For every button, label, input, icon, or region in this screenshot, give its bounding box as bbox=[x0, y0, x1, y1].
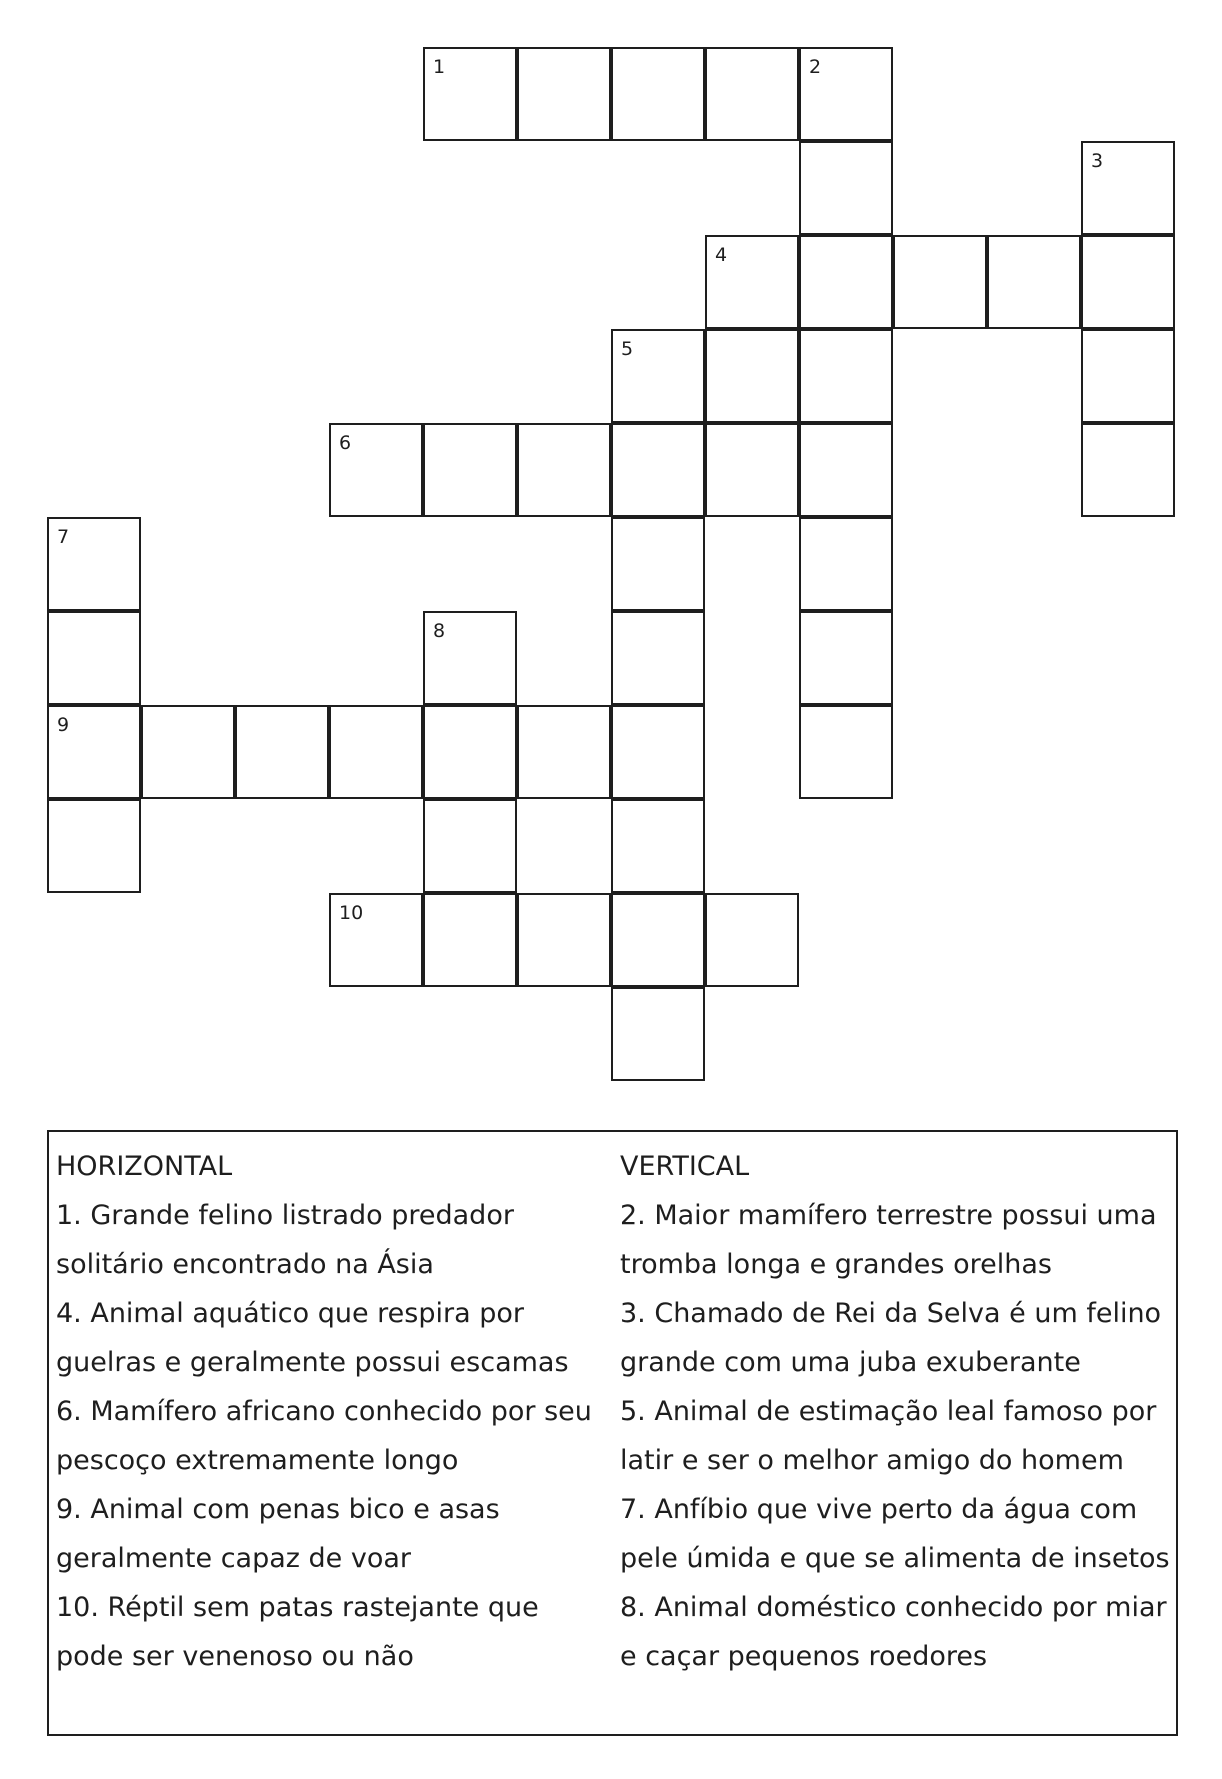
crossword-cell[interactable] bbox=[799, 705, 893, 799]
clue-vertical-8: 8. Animal doméstico conhecido por miar e caçar pequenos roedores bbox=[620, 1592, 1167, 1672]
clue-horizontal-1: 1. Grande felino listrado predador solitário encontrado na Ásia bbox=[56, 1200, 514, 1280]
crossword-cell[interactable] bbox=[705, 423, 799, 517]
crossword-cell[interactable] bbox=[47, 517, 141, 611]
crossword-cell[interactable] bbox=[799, 517, 893, 611]
crossword-cell[interactable] bbox=[799, 611, 893, 705]
crossword-cell[interactable] bbox=[705, 235, 799, 329]
crossword-cell[interactable] bbox=[1081, 141, 1175, 235]
crossword-cell[interactable] bbox=[611, 987, 705, 1081]
crossword-cell[interactable] bbox=[423, 893, 517, 987]
crossword-cell[interactable] bbox=[423, 47, 517, 141]
vertical-clues bbox=[620, 1142, 1175, 1681]
clue-number: 5 bbox=[621, 338, 634, 360]
crossword-cell[interactable] bbox=[517, 705, 611, 799]
crossword-cell[interactable] bbox=[799, 235, 893, 329]
crossword-cell[interactable] bbox=[611, 47, 705, 141]
crossword-cell[interactable] bbox=[799, 47, 893, 141]
clue-horizontal-4: 4. Animal aquático que respira por guelras e geralmente possui escamas bbox=[56, 1298, 569, 1378]
crossword-cell[interactable] bbox=[47, 611, 141, 705]
crossword-cell[interactable] bbox=[47, 705, 141, 799]
clue-number: 8 bbox=[433, 620, 446, 642]
clue-number: 4 bbox=[715, 244, 728, 266]
crossword-cell[interactable] bbox=[423, 705, 517, 799]
crossword-cell[interactable] bbox=[235, 705, 329, 799]
crossword-cell[interactable] bbox=[987, 235, 1081, 329]
crossword-cell[interactable] bbox=[1081, 423, 1175, 517]
clue-vertical-2: 2. Maior mamífero terrestre possui uma tromba longa e grandes orelhas bbox=[620, 1200, 1157, 1280]
clue-number: 10 bbox=[339, 902, 364, 924]
crossword-cell[interactable] bbox=[799, 141, 893, 235]
crossword-cell[interactable] bbox=[329, 705, 423, 799]
clue-number: 2 bbox=[809, 56, 822, 78]
clue-horizontal-6: 6. Mamífero africano conhecido por seu pescoço extremamente longo bbox=[56, 1396, 592, 1476]
crossword-cell[interactable] bbox=[47, 799, 141, 893]
clue-vertical-3: 3. Chamado de Rei da Selva é um felino grande com uma juba exuberante bbox=[620, 1298, 1162, 1378]
crossword-cell[interactable] bbox=[611, 423, 705, 517]
vertical-heading: VERTICAL bbox=[620, 1151, 750, 1182]
crossword-cell[interactable] bbox=[611, 893, 705, 987]
crossword-cell[interactable] bbox=[1081, 235, 1175, 329]
crossword-cell[interactable] bbox=[611, 611, 705, 705]
crossword-cell[interactable] bbox=[517, 423, 611, 517]
clue-horizontal-10: 10. Réptil sem patas rastejante que pode ser venenoso ou não bbox=[56, 1592, 539, 1672]
crossword-cell[interactable] bbox=[705, 893, 799, 987]
crossword-cell[interactable] bbox=[423, 799, 517, 893]
crossword-cell[interactable] bbox=[423, 423, 517, 517]
clue-number: 7 bbox=[57, 526, 70, 548]
crossword-cell[interactable] bbox=[893, 235, 987, 329]
clue-number: 3 bbox=[1091, 150, 1104, 172]
crossword-cell[interactable] bbox=[611, 705, 705, 799]
crossword-cell[interactable] bbox=[799, 423, 893, 517]
crossword-cell[interactable] bbox=[611, 517, 705, 611]
crossword-cell[interactable] bbox=[329, 893, 423, 987]
crossword-cell[interactable] bbox=[141, 705, 235, 799]
clue-horizontal-9: 9. Animal com penas bico e asas geralmente capaz de voar bbox=[56, 1494, 500, 1574]
crossword-cell[interactable] bbox=[423, 611, 517, 705]
clue-number: 1 bbox=[433, 56, 446, 78]
horizontal-clues bbox=[56, 1142, 606, 1681]
crossword-cell[interactable] bbox=[611, 799, 705, 893]
crossword-cell[interactable] bbox=[517, 893, 611, 987]
crossword-cell[interactable] bbox=[705, 329, 799, 423]
crossword-cell[interactable] bbox=[705, 47, 799, 141]
clue-number: 6 bbox=[339, 432, 352, 454]
crossword-cell[interactable] bbox=[799, 329, 893, 423]
clue-number: 9 bbox=[57, 714, 70, 736]
clues-box bbox=[47, 1130, 1178, 1736]
horizontal-heading: HORIZONTAL bbox=[56, 1151, 233, 1182]
crossword-cell[interactable] bbox=[517, 47, 611, 141]
crossword-cell[interactable] bbox=[611, 329, 705, 423]
crossword-cell[interactable] bbox=[1081, 329, 1175, 423]
crossword-cell[interactable] bbox=[329, 423, 423, 517]
clue-vertical-5: 5. Animal de estimação leal famoso por latir e ser o melhor amigo do homem bbox=[620, 1396, 1157, 1476]
clue-vertical-7: 7. Anfíbio que vive perto da água com pele úmida e que se alimenta de insetos bbox=[620, 1494, 1170, 1574]
